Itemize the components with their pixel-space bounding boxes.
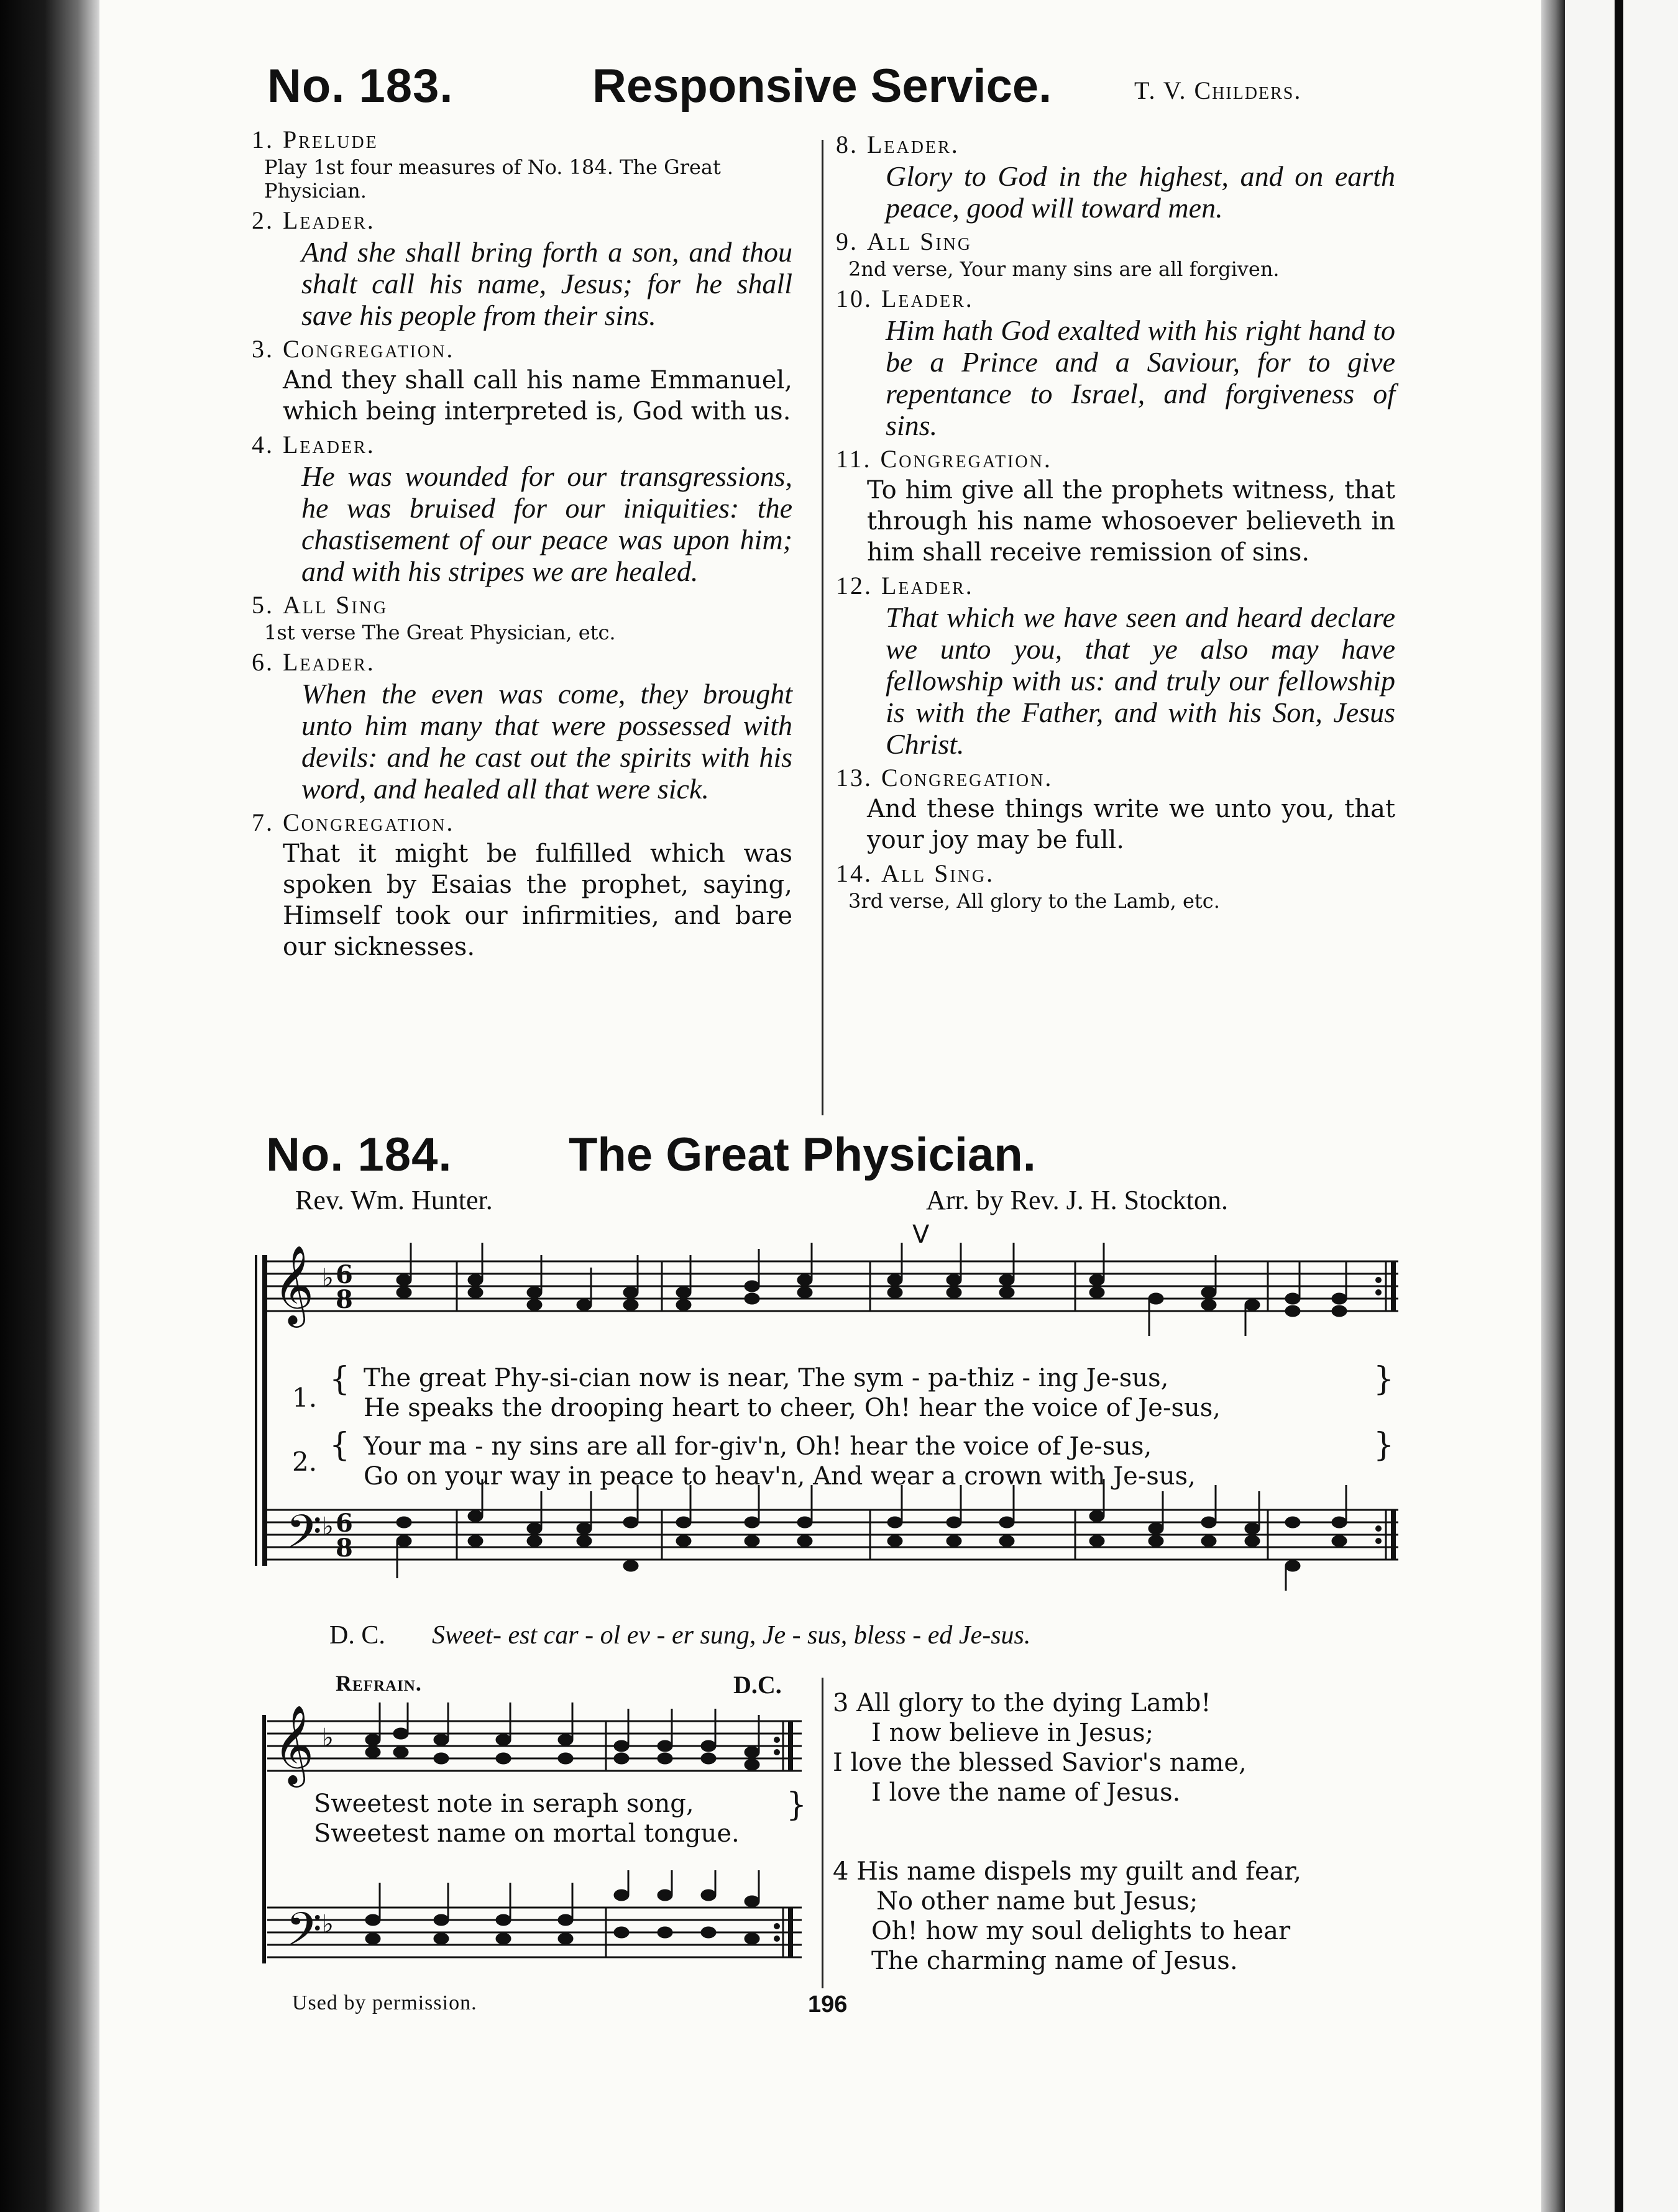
item-text: 3rd verse, All glory to the Lamb, etc. <box>848 889 1220 913</box>
item-role: Leader. <box>283 431 375 459</box>
hymn-title: The Great Physician. <box>569 1128 1036 1181</box>
item-number: 10. <box>836 285 873 313</box>
book-spine-shadow <box>0 0 99 2212</box>
verse-2-line-2: Go on your way in peace to heav'n, And wear a crown with Je-sus, <box>364 1462 1196 1491</box>
item-heading <box>836 444 1395 475</box>
verse-2-line-1: Your ma - ny sins are all for-giv'n, Oh! hear the voice of Je-sus, <box>364 1432 1152 1461</box>
item-role: All Sing <box>283 591 388 619</box>
item-role: Leader. <box>881 572 974 600</box>
item-number: 7. <box>252 808 274 836</box>
svg-text:𝄞: 𝄞 <box>273 1245 314 1324</box>
service-author: T. V. Childers. <box>1134 76 1302 104</box>
item-text: To him give all the prophets witness, that through his name whosoever believeth in him shall receive remission of sins. <box>867 476 1395 567</box>
right-item <box>836 570 1395 760</box>
refrain-line-1: Sweetest note in seraph song, <box>314 1789 694 1818</box>
svg-text:8: 8 <box>336 1533 353 1563</box>
verse-2-brace-right: } <box>1373 1427 1395 1464</box>
right-item <box>836 129 1395 224</box>
refrain-brace: } <box>786 1786 807 1824</box>
left-item <box>252 334 792 427</box>
item-number: 5. <box>252 591 274 619</box>
item-heading <box>252 334 792 365</box>
verse-number-1: 1. <box>292 1382 318 1413</box>
item-heading <box>836 283 1395 314</box>
permission-note: Used by permission. <box>292 1991 477 2014</box>
item-role: Congregation. <box>283 335 455 363</box>
stanza-3-line-1: 3 All glory to the dying Lamb! <box>833 1689 1211 1717</box>
right-item <box>836 444 1395 568</box>
svg-text:𝄞: 𝄞 <box>273 1704 314 1784</box>
item-text: That which we have seen and heard declare we unto you, that ye also may have fellowship with us: and truly our fellowship is with the Father, and with his Son, Jesus Christ. <box>886 601 1395 760</box>
dc-words <box>432 1620 1030 1650</box>
item-text: And these things write we unto you, that your joy may be full. <box>867 795 1395 854</box>
verse-number-2: 2. <box>292 1446 318 1477</box>
item-role: Congregation. <box>880 445 1052 473</box>
item-role: Leader. <box>283 648 375 676</box>
service-title: Responsive Service. <box>592 60 1052 112</box>
item-heading <box>836 858 1395 889</box>
right-item <box>836 762 1395 856</box>
left-item <box>252 647 792 805</box>
item-number: 1. <box>252 126 274 153</box>
svg-text:6: 6 <box>336 1509 353 1538</box>
page-edge-shadow <box>1541 0 1565 2212</box>
item-role: Congregation. <box>881 764 1053 792</box>
svg-text:6: 6 <box>336 1260 353 1289</box>
item-number: 6. <box>252 648 274 676</box>
right-item <box>836 226 1395 281</box>
page-number: 196 <box>808 1991 848 2018</box>
item-role: Leader. <box>283 206 375 234</box>
stanza-4-line-1: 4 His name dispels my guilt and fear, <box>833 1857 1301 1886</box>
svg-text:♭: ♭ <box>322 1724 334 1752</box>
item-heading <box>252 807 792 838</box>
item-text: 2nd verse, Your many sins are all forgiven. <box>848 257 1280 281</box>
next-page-rule <box>1615 0 1623 2212</box>
hymn-words-by: Rev. Wm. Hunter. <box>295 1185 493 1215</box>
item-text: 1st verse The Great Physician, etc. <box>264 621 616 644</box>
stanza-3-line-4: I love the name of Jesus. <box>871 1778 1181 1807</box>
column-divider <box>822 140 823 1115</box>
item-text: Glory to God in the highest, and on earth peace, good will toward men. <box>886 160 1395 224</box>
stanza-4 <box>833 1857 1301 1976</box>
left-item <box>252 205 792 331</box>
item-role: Leader. <box>881 285 974 313</box>
verse-1-brace: { <box>329 1361 351 1398</box>
svg-text:♭: ♭ <box>322 1512 334 1541</box>
item-text: And they shall call his name Emmanuel, which being interpreted is, God with us. <box>283 366 792 426</box>
item-number: 8. <box>836 130 858 158</box>
service-number: No. 183. <box>267 60 454 112</box>
stanza-3-line-3: I love the blessed Savior's name, <box>833 1748 1247 1777</box>
left-item <box>252 429 792 587</box>
item-heading <box>836 762 1395 793</box>
service-left-column <box>252 124 792 965</box>
dc-label: D. C. <box>329 1621 385 1650</box>
item-heading <box>252 429 792 460</box>
item-number: 2. <box>252 206 274 234</box>
svg-text:♭: ♭ <box>322 1910 334 1939</box>
right-item <box>836 858 1395 913</box>
item-heading <box>252 124 792 155</box>
svg-text:♭: ♭ <box>322 1264 334 1292</box>
service-right-column <box>836 129 1395 915</box>
item-number: 4. <box>252 431 274 459</box>
svg-text:𝄢: 𝄢 <box>286 1505 322 1570</box>
item-role: All Sing <box>867 227 973 255</box>
right-item <box>836 283 1395 441</box>
item-role: Leader. <box>867 130 960 158</box>
item-number: 9. <box>836 227 858 255</box>
item-heading <box>252 590 792 621</box>
item-heading <box>836 570 1395 601</box>
hymn-number: No. 184. <box>266 1128 452 1181</box>
item-text: Play 1st four measures of No. 184. The Great Physician. <box>264 155 721 203</box>
item-role: Prelude <box>283 126 378 153</box>
item-text: He was wounded for our transgressions, he was bruised for our iniquities: the chastisement of our peace was upon him; and with his stripes we are healed. <box>301 460 792 587</box>
stanza-4-line-2: No other name but Jesus; <box>876 1887 1198 1916</box>
item-role: All Sing. <box>881 859 995 887</box>
refrain-label: Refrain. <box>336 1671 422 1696</box>
item-text: Him hath God exalted with his right hand to be a Prince and a Saviour, for to give repentance to Israel, and forgiveness of sins. <box>886 314 1395 441</box>
item-text: When the even was come, they brought unto him many that were possessed with devils: and he cast out the spirits with his word, and healed all that were sick. <box>301 678 792 805</box>
item-role: Congregation. <box>283 808 455 836</box>
stanza-3-line-2: I now believe in Jesus; <box>871 1719 1154 1747</box>
refrain-line-2: Sweetest name on mortal tongue. <box>314 1819 740 1848</box>
item-number: 14. <box>836 859 873 887</box>
left-item <box>252 807 792 962</box>
refrain-dc-label: D.C. <box>733 1671 782 1699</box>
item-heading <box>252 647 792 678</box>
svg-text:V: V <box>912 1220 930 1249</box>
stanza-4-line-3: Oh! how my soul delights to hear <box>871 1917 1291 1945</box>
left-item <box>252 590 792 644</box>
item-number: 3. <box>252 335 274 363</box>
item-text: That it might be fulfilled which was spoken by Esaias the prophet, saying, Himself took our infirmities, and bare our sicknesses. <box>283 839 792 961</box>
item-heading <box>252 205 792 236</box>
item-number: 12. <box>836 572 873 600</box>
svg-text:8: 8 <box>336 1285 353 1314</box>
verse-1-line-2: He speaks the drooping heart to cheer, Oh! hear the voice of Je-sus, <box>364 1394 1221 1422</box>
verse-1-line-1: The great Phy-si-cian now is near, The sym - pa-thiz - ing Je-sus, <box>364 1364 1169 1392</box>
verse-1-brace-right: } <box>1373 1361 1395 1398</box>
stanza-4-line-4: The charming name of Jesus. <box>871 1947 1238 1975</box>
item-heading <box>836 129 1395 160</box>
item-number: 11. <box>836 445 872 473</box>
svg-text:𝄢: 𝄢 <box>286 1903 322 1968</box>
hymn-arranged-by: Arr. by Rev. J. H. Stockton. <box>926 1185 1229 1215</box>
left-item <box>252 124 792 203</box>
item-text: And she shall bring forth a son, and thou shalt call his name, Jesus; for he shall save his people from their sins. <box>301 236 792 331</box>
item-number: 13. <box>836 764 873 792</box>
verse-2-brace: { <box>329 1427 351 1464</box>
stanza-3 <box>833 1688 1247 1808</box>
stanza-divider <box>822 1678 823 1988</box>
item-heading <box>836 226 1395 257</box>
dc-words-text: Sweet- est car - ol ev - er sung, Je - sus, bless - ed Je-sus. <box>432 1621 1031 1650</box>
